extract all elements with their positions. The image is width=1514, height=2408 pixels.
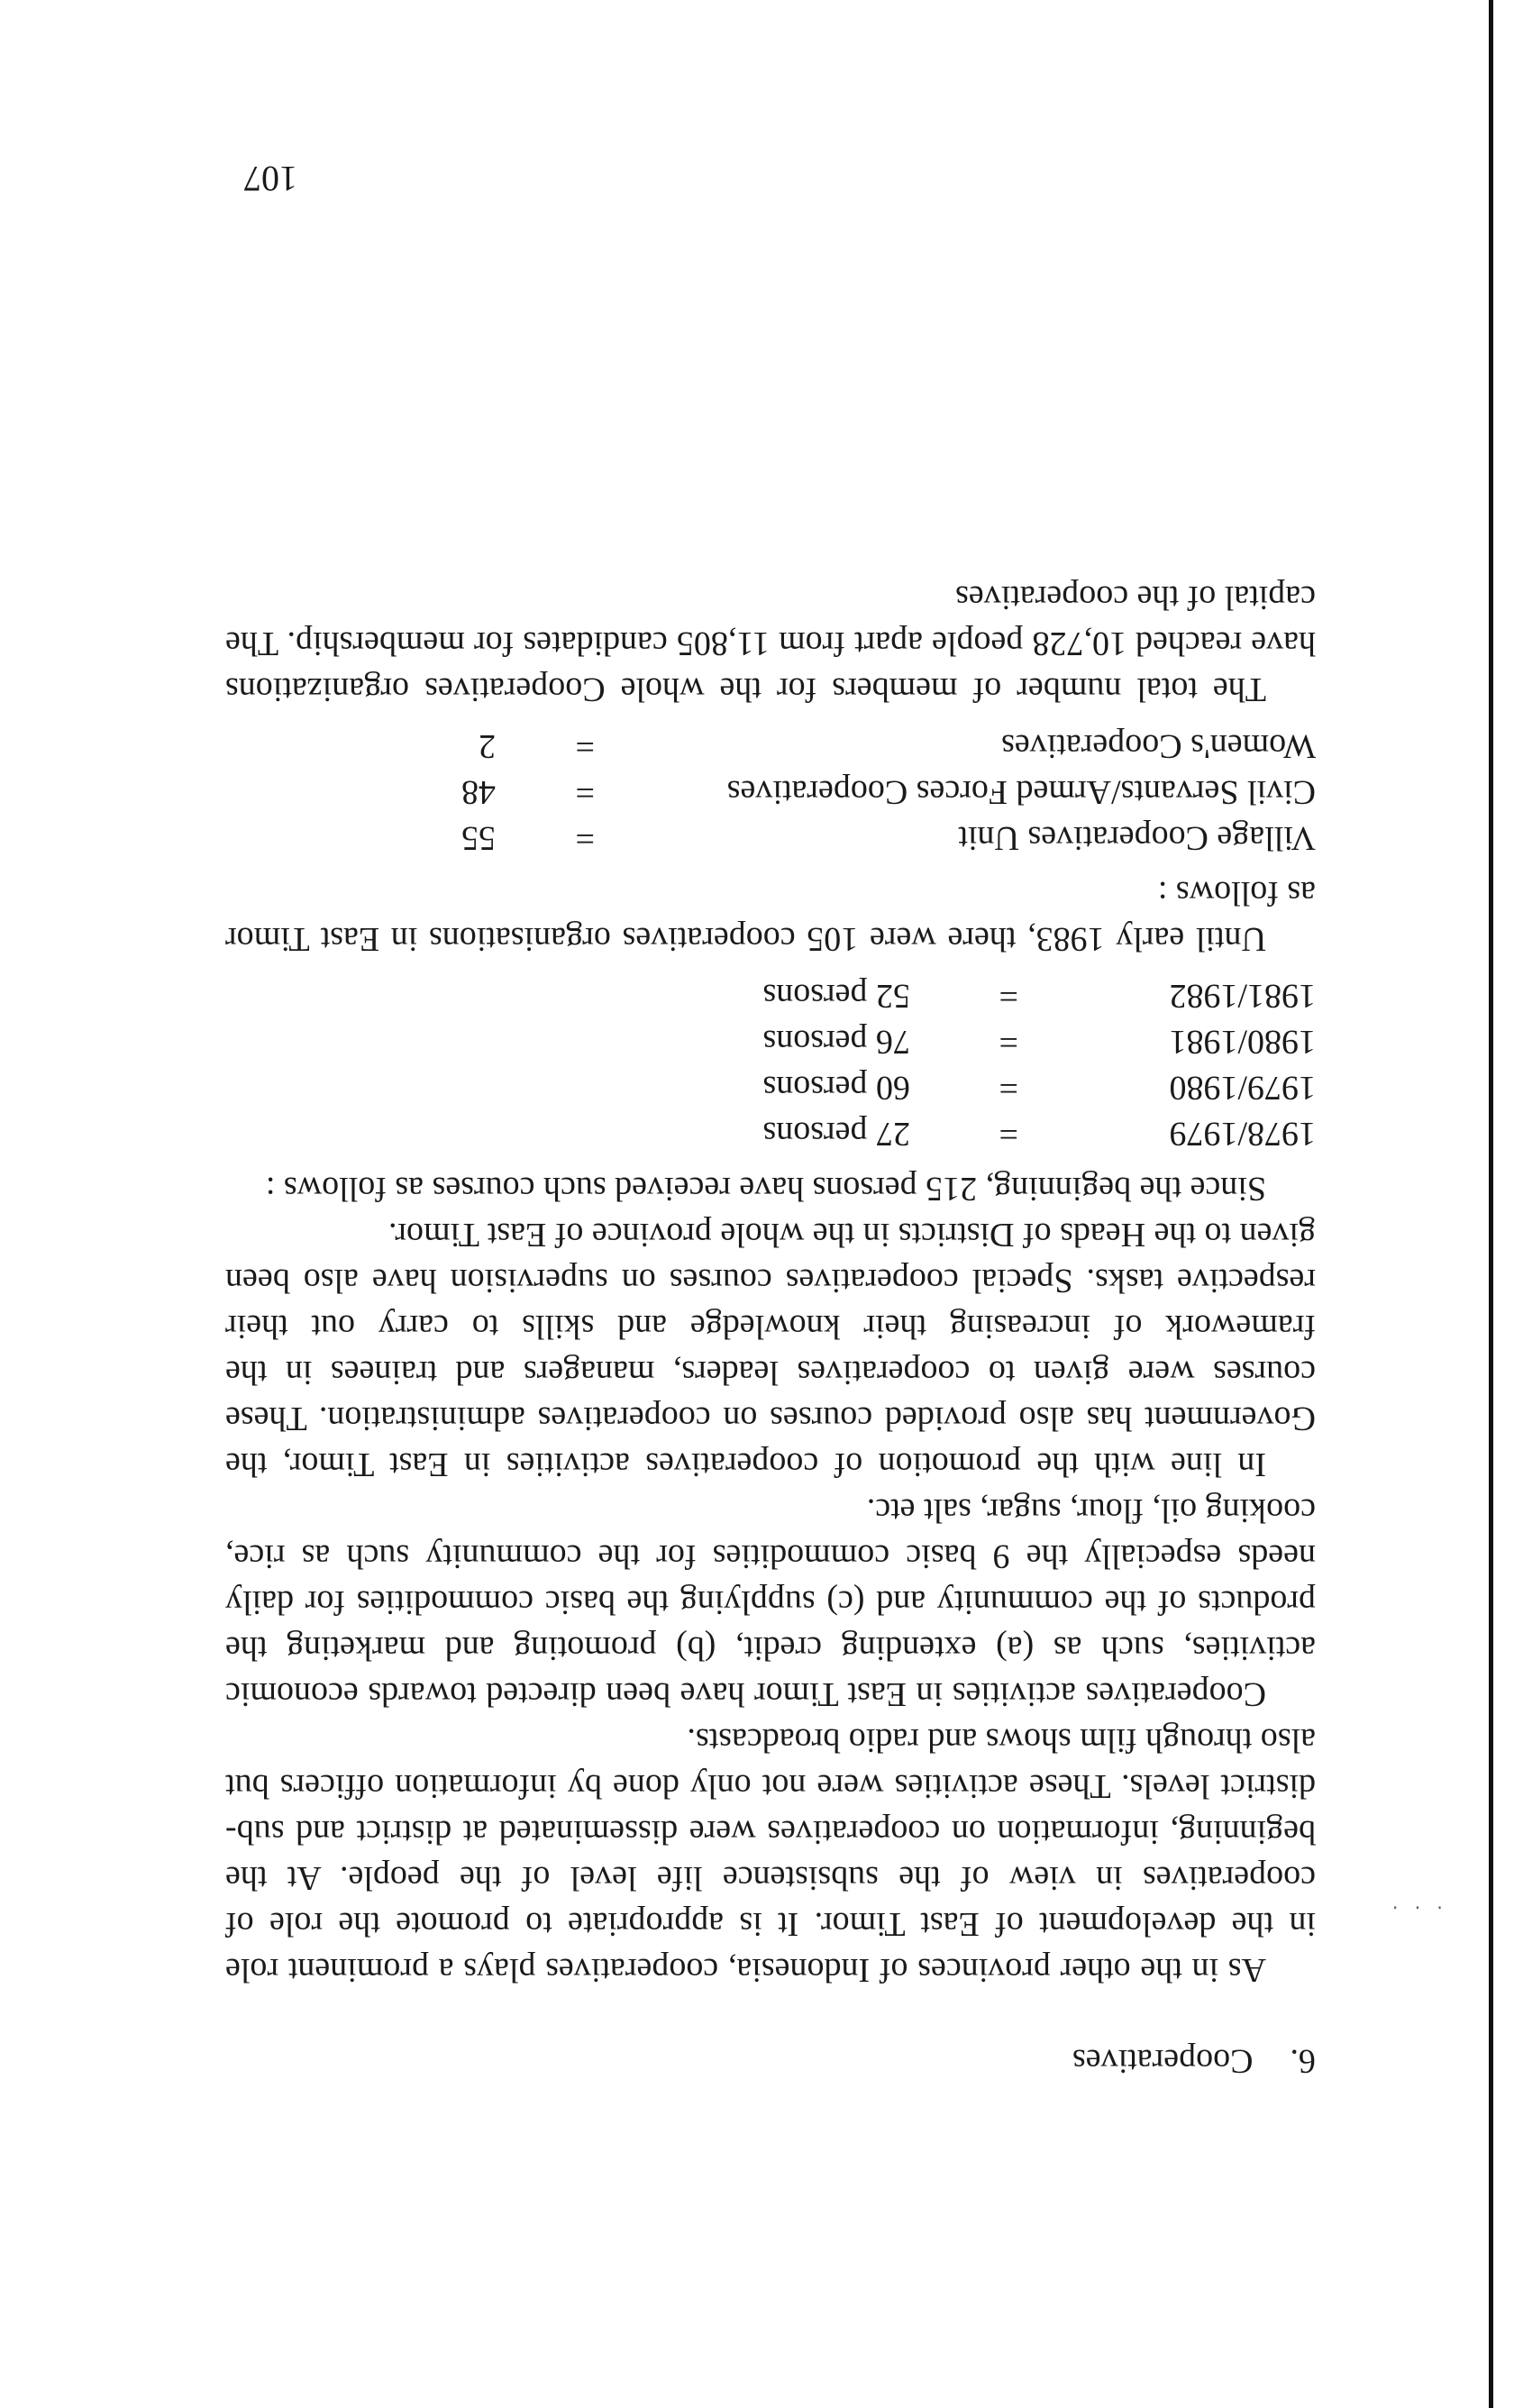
- scan-specks: · · ·: [1392, 1897, 1448, 1919]
- paragraph-courses-count: Since the beginning, 215 persons have received such courses as follows :: [265, 1170, 1266, 1208]
- course-value: 60 persons: [762, 1069, 910, 1107]
- coop-name: Village Cooperatives Unit: [958, 819, 1316, 857]
- coop-value: 55: [461, 819, 496, 857]
- cooperatives-table: [225, 723, 1316, 861]
- coop-name: Civil Servants/Armed Forces Cooperatives: [726, 773, 1316, 811]
- paragraph-courses: In line with the promotion of cooperatives activities in East Timor, the Government has also provided courses on cooperatives administration. These courses were given to cooperatives leaders, managers and trainees in the framework of increasing their knowledge and skills to carry out their respective tasks. Special cooperatives courses on supervision have also been given to the Heads of Districts in the whole province of East Timor.: [225, 1216, 1316, 1483]
- paragraph-activities: Cooperatives activities in East Timor have been directed towards economic activities, such as (a) extending credit, (b) promoting and marketing the products of the community and (c) supplying the basic commodities for daily needs especially the 9 basic commodities for the community such as rice, cooking oil, flour, sugar, salt etc.: [225, 1491, 1316, 1713]
- table-row: [225, 972, 1316, 1018]
- section-heading: [225, 2038, 1316, 2084]
- coop-equals: =: [575, 773, 595, 811]
- text-block: [225, 574, 1316, 2084]
- course-year: 1979/1980: [1169, 1069, 1316, 1107]
- table-row: [225, 769, 1316, 815]
- course-equals: =: [999, 977, 1018, 1015]
- coop-equals: =: [575, 819, 595, 857]
- paragraph-members: The total number of members for the whole Cooperatives organizations have reached 10,728 people apart from 11,805 candidates for membership. The capital of the cooperatives: [225, 579, 1316, 708]
- course-equals: =: [999, 1023, 1018, 1061]
- table-row: [225, 723, 1316, 769]
- coop-value: 48: [461, 773, 496, 811]
- table-row: [225, 1110, 1316, 1156]
- section-number: 6.: [1290, 2042, 1316, 2080]
- course-year: 1978/1979: [1169, 1115, 1316, 1153]
- table-row: [225, 1018, 1316, 1064]
- coop-value: 2: [479, 727, 496, 765]
- course-value: 52 persons: [762, 977, 910, 1015]
- course-year: 1980/1981: [1169, 1023, 1316, 1061]
- courses-table: [225, 972, 1316, 1156]
- course-year: 1981/1982: [1169, 977, 1316, 1015]
- table-row: [225, 1064, 1316, 1110]
- section-title: Cooperatives: [1072, 2042, 1254, 2080]
- page-number: 107: [243, 159, 297, 199]
- table-row: [225, 815, 1316, 861]
- coop-name: Women's Cooperatives: [1001, 727, 1316, 765]
- course-value: 27 persons: [762, 1115, 910, 1153]
- course-value: 76 persons: [762, 1023, 910, 1061]
- paragraph-intro: As in the other provinces of Indonesia, cooperatives plays a prominent role in the development of East Timor. It is appropriate to promote the role of cooperatives in view of the subsistence life level of the people. At the beginning, information on cooperatives were disseminated at district and sub-district levels. These activities were not only done by information officers but also through film shows and radio broadcasts.: [225, 1721, 1316, 1989]
- paragraph-organisations: Until early 1983, there were 105 cooperatives organisations in East Timor as follows :: [225, 874, 1316, 958]
- course-equals: =: [999, 1069, 1018, 1107]
- coop-equals: =: [575, 727, 595, 765]
- course-equals: =: [999, 1115, 1018, 1153]
